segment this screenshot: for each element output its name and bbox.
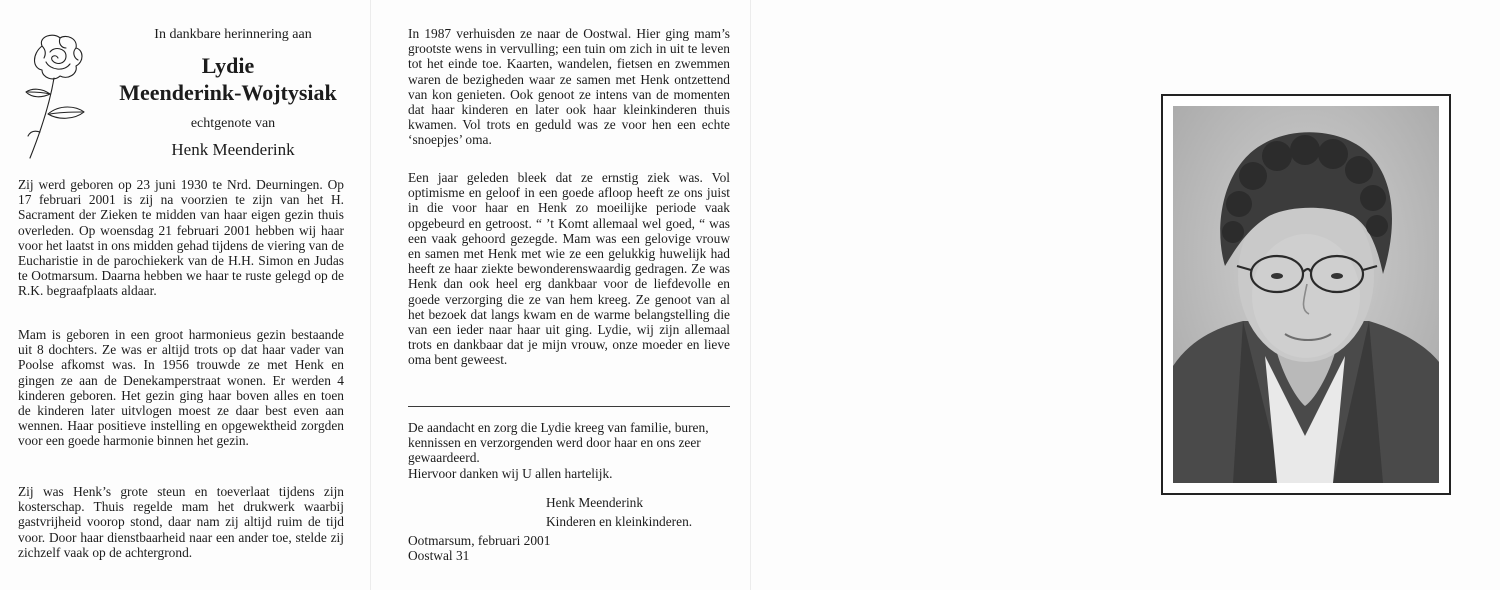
middle-panel	[408, 0, 740, 590]
intro-text: In dankbare herinnering aan	[154, 27, 312, 42]
address: Oostwal 31	[408, 548, 470, 564]
husband-name: Henk Meenderink	[171, 140, 295, 159]
signature-family: Kinderen en kleinkinderen.	[546, 514, 693, 529]
deceased-surname: Meenderink-Wojtysiak	[119, 80, 337, 105]
biography-paragraph-4: In 1987 verhuisden ze naar de Oostwal. Hier ging mam’s grootste wens in vervulling; een tuin om zich in uit te leven tot het einde toe. Kaarten, wandelen, fietsen en zwemmen waren de bezigheden waar ze samen met Henk ontzettend van kon genieten. Ook genoot ze intens van de momenten dat haar kinderen en later ook haar kleinkinderen thuis kwamen. Vol trots en geduld was ze voor hen een echte ‘snoepjes’ oma.	[408, 26, 730, 148]
relation-text: echtgenote van	[190, 116, 276, 131]
portrait-frame	[1161, 94, 1451, 495]
fold-line-left	[370, 0, 371, 590]
rose-icon	[20, 32, 98, 160]
thanks-text: De aandacht en zorg die Lydie kreeg van familie, buren, kennissen en verzorgenden werd door haar en ons zeer gewaardeerd.	[408, 420, 709, 466]
thanks-closing: Hiervoor danken wij U allen hartelijk.	[408, 465, 613, 481]
signature-block	[546, 493, 692, 531]
card-header	[18, 0, 348, 160]
left-panel	[18, 0, 348, 590]
portrait-image	[1173, 106, 1439, 483]
place-and-address	[408, 533, 550, 564]
thanks-block	[408, 420, 730, 481]
fold-line-right	[750, 0, 751, 590]
biography-paragraph-1: Zij werd geboren op 23 juni 1930 te Nrd. Deurningen. Op 17 februari 2001 is zij na voorzien te zijn van het H. Sacrament der Zieken te midden van haar eigen gezin thuis overleden. Op woensdag 21 februari 2001 hebben wij haar voor het laatst in ons midden gehad tijdens de viering van de Eucharistie in de parochiekerk van de H.H. Simon en Judas te Ootmarsum. Daarna hebben we haar te ruste gelegd op de R.K. begraafplaats aldaar.	[18, 177, 344, 299]
signature-husband: Henk Meenderink	[546, 495, 644, 510]
deceased-first-name: Lydie	[201, 53, 255, 78]
right-panel	[760, 0, 1500, 590]
place-date: Ootmarsum, februari 2001	[408, 533, 551, 548]
biography-paragraph-3: Zij was Henk’s grote steun en toeverlaat tijdens zijn kosterschap. Thuis regelde mam het drukwerk waarbij gastvrijheid voorop stond, daar nam zij altijd ruim de tijd voor. Door haar dienstbaarheid naar een ander toe, stelde zij zichzelf vaak op de achtergrond.	[18, 484, 344, 560]
divider	[408, 406, 730, 407]
portrait-photo	[1173, 106, 1439, 483]
biography-paragraph-2: Mam is geboren in een groot harmonieus gezin bestaande uit 8 dochters. Ze was er altijd trots op dat haar vader van Poolse afkomst was. In 1956 trouwde ze met Henk en gingen ze aan de Denekamperstraat wonen. Er werden 4 kinderen geboren. Het gezin ging haar boven alles en toen de kinderen later uitvlogen moest ze daar best even aan wennen. Haar positieve instelling en opgewektheid zorgden voor een goede harmonie binnen het gezin.	[18, 327, 344, 449]
biography-paragraph-5: Een jaar geleden bleek dat ze ernstig ziek was. Vol optimisme en geloof in een goede afloop heeft ze ons juist in die voor haar en Henk zo moeilijke periode vaak opgebeurd en getroost. “ ’t Komt allemaal wel goed, “ was een vaak gehoord gezegde. Mam was een gelovige vrouw en samen met Henk met wie ze een gelukkig huwelijk had heeft ze haar ziekte bewonderenswaardig gedragen. Ze was Henk dan ook heel erg dankbaar voor de liefdevolle en goede verzorging die ze van hem kreeg. Ze genoot van al het bezoek dat langs kwam en de warme belangstelling die van een ieder naar haar uit ging. Lydie, wij zijn allemaal trots en dankbaar dat je mijn vrouw, onze moeder en lieve oma bent geweest.	[408, 170, 730, 368]
